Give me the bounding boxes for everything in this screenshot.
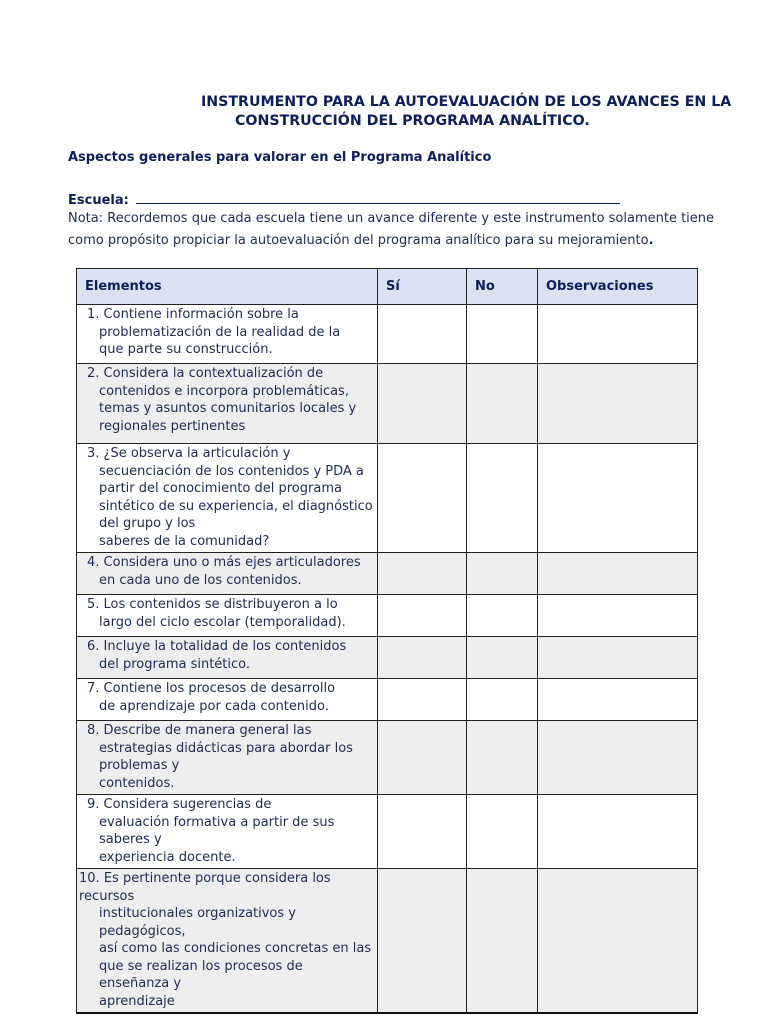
observaciones-cell[interactable] — [538, 795, 698, 869]
element-cell — [77, 553, 378, 595]
subtitle: Aspectos generales para valorar en el Programa Analítico — [68, 150, 492, 165]
title-line-1: INSTRUMENTO PARA LA AUTOEVALUACIÓN DE LOS AVANCES EN LA — [201, 94, 732, 110]
si-cell[interactable] — [378, 444, 467, 553]
observaciones-cell[interactable] — [538, 364, 698, 444]
element-cell — [77, 795, 378, 869]
observaciones-cell[interactable] — [538, 721, 698, 795]
item-text-line: evaluación formativa a partir de sus — [99, 814, 335, 830]
observaciones-cell[interactable] — [538, 553, 698, 595]
item-text-line: Contiene información sobre la — [103, 307, 299, 322]
item-number: 4. — [87, 555, 100, 570]
no-cell[interactable] — [467, 553, 538, 595]
element-cell — [77, 305, 378, 364]
item-number: 3. — [87, 446, 100, 461]
si-cell[interactable] — [378, 679, 467, 721]
no-cell[interactable] — [467, 721, 538, 795]
item-number: 5. — [87, 597, 100, 612]
item-text-line: Contiene los procesos de desarrollo — [103, 681, 336, 696]
element-cell — [77, 637, 378, 679]
table-row — [77, 795, 698, 869]
item-text-line: así como las condiciones concretas en las — [99, 941, 372, 956]
item-text-line: del programa sintético. — [99, 656, 251, 672]
si-cell[interactable] — [378, 721, 467, 795]
element-cell — [77, 364, 378, 444]
observaciones-cell[interactable] — [538, 637, 698, 679]
table-header-row — [77, 269, 698, 305]
observaciones-cell[interactable] — [538, 305, 698, 364]
item-number: 8. — [87, 723, 100, 738]
no-cell[interactable] — [467, 595, 538, 637]
item-text-line: contenidos. — [99, 775, 175, 791]
item-number: 9. — [87, 797, 100, 812]
item-text-line: Es pertinente porque considera los recursos — [79, 871, 331, 904]
observaciones-cell[interactable] — [538, 869, 698, 1014]
no-cell[interactable] — [467, 305, 538, 364]
si-cell[interactable] — [378, 553, 467, 595]
table-row — [77, 553, 698, 595]
item-text-line: contenidos e incorpora problemáticas, — [99, 383, 349, 399]
observaciones-cell[interactable] — [538, 444, 698, 553]
note — [68, 208, 718, 252]
item-text-line: partir del conocimiento del programa — [99, 481, 342, 496]
item-text-line: del grupo y los — [99, 516, 196, 531]
element-cell — [77, 444, 378, 553]
item-number: 10. — [79, 871, 100, 886]
item-number: 1. — [87, 307, 100, 322]
header-no: No — [467, 269, 538, 305]
item-text-line: Considera la contextualización de — [103, 366, 324, 381]
item-number: 2. — [87, 366, 100, 381]
item-text-line: regionales pertinentes — [99, 418, 246, 434]
evaluation-table — [76, 268, 698, 1014]
item-text-line: que parte su construcción. — [99, 342, 273, 357]
observaciones-cell[interactable] — [538, 679, 698, 721]
no-cell[interactable] — [467, 364, 538, 444]
element-cell — [77, 595, 378, 637]
si-cell[interactable] — [378, 595, 467, 637]
item-text-line: sintético de su experiencia, el diagnóstico — [99, 498, 373, 514]
table-row — [77, 869, 698, 1014]
table-row — [77, 595, 698, 637]
no-cell[interactable] — [467, 679, 538, 721]
header-si: Sí — [378, 269, 467, 305]
item-text-line: experiencia docente. — [99, 849, 236, 865]
item-text-line: problematización de la realidad de la — [99, 324, 341, 340]
si-cell[interactable] — [378, 364, 467, 444]
no-cell[interactable] — [467, 444, 538, 553]
table-row — [77, 364, 698, 444]
item-text-line: saberes de la comunidad? — [99, 533, 270, 549]
school-blank-line[interactable] — [136, 189, 620, 204]
table-row — [77, 305, 698, 364]
school-field — [68, 189, 620, 208]
item-text-line: Considera uno o más ejes articuladores — [103, 555, 361, 570]
table-row — [77, 444, 698, 553]
title-line-2: CONSTRUCCIÓN DEL PROGRAMA ANALÍTICO. — [235, 113, 590, 129]
item-text-line: institucionales organizativos y pedagógicos, — [99, 906, 296, 939]
element-cell — [77, 679, 378, 721]
table-row — [77, 679, 698, 721]
item-text-line: largo del ciclo escolar (temporalidad). — [99, 614, 346, 630]
item-number: 7. — [87, 681, 100, 696]
item-text-line: aprendizaje — [99, 993, 175, 1009]
table-row — [77, 721, 698, 795]
item-text-line: secuenciación de los contenidos y PDA a — [99, 463, 364, 479]
item-text-line: de aprendizaje por cada contenido. — [99, 698, 329, 714]
item-text-line: Considera sugerencias de — [103, 797, 272, 812]
note-end: . — [648, 233, 654, 248]
item-text-line: que se realizan los procesos de enseñanza y — [99, 958, 303, 991]
si-cell[interactable] — [378, 869, 467, 1014]
item-text-line: estrategias didácticas para abordar los — [99, 740, 353, 756]
no-cell[interactable] — [467, 795, 538, 869]
note-text: Nota: Recordemos que cada escuela tiene un avance diferente y este instrumento solamente tiene como propósito propiciar la autoevaluación del programa analítico para su mejoramiento — [68, 211, 715, 248]
item-text-line: temas y asuntos comunitarios locales y — [99, 401, 357, 416]
element-cell — [77, 869, 378, 1014]
header-observaciones: Observaciones — [538, 269, 698, 305]
si-cell[interactable] — [378, 637, 467, 679]
no-cell[interactable] — [467, 869, 538, 1014]
item-text-line: problemas y — [99, 758, 180, 773]
element-cell — [77, 721, 378, 795]
item-text-line: saberes y — [99, 832, 162, 847]
item-text-line: Describe de manera general las — [103, 723, 312, 738]
table-row — [77, 637, 698, 679]
item-text-line: Los contenidos se distribuyeron a lo — [103, 597, 338, 612]
item-text-line: en cada uno de los contenidos. — [99, 572, 302, 588]
si-cell[interactable] — [378, 305, 467, 364]
observaciones-cell[interactable] — [538, 595, 698, 637]
item-number: 6. — [87, 639, 100, 654]
no-cell[interactable] — [467, 637, 538, 679]
school-label: Escuela: — [68, 193, 129, 208]
item-text-line: ¿Se observa la articulación y — [103, 446, 291, 461]
header-elementos: Elementos — [77, 269, 378, 305]
si-cell[interactable] — [378, 795, 467, 869]
item-text-line: Incluye la totalidad de los contenidos — [103, 639, 347, 654]
